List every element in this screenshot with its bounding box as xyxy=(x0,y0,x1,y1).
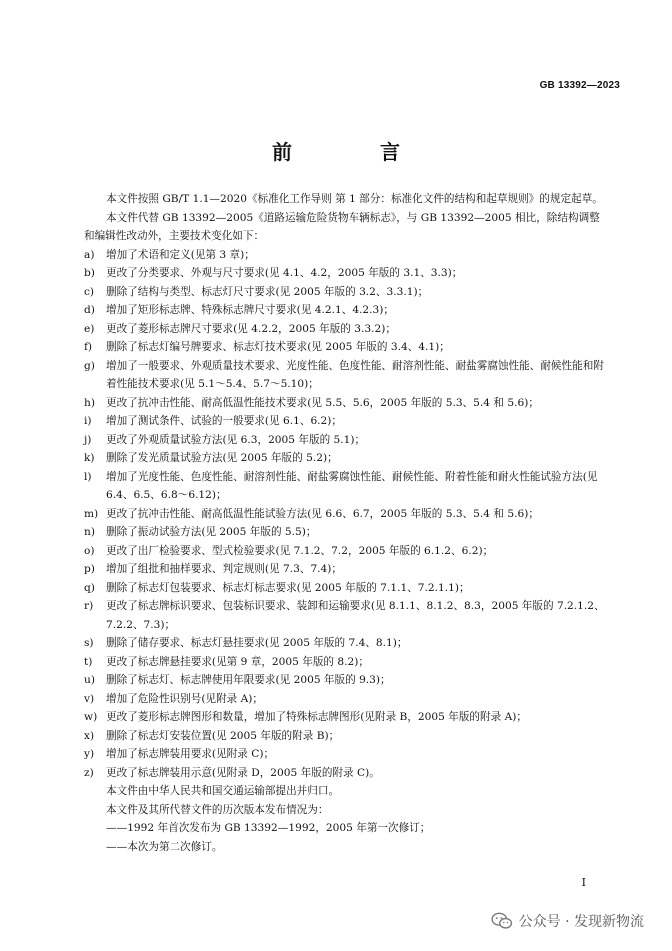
list-item-text: 更改了标志牌装用示意(见附录 D，2005 年版的附录 C)。 xyxy=(106,766,380,779)
list-item-text: 更改了标志牌悬挂要求(见第 9 章，2005 年版的 8.2)； xyxy=(106,655,369,668)
list-item-label: z) xyxy=(84,766,94,779)
list-item-label: y) xyxy=(84,748,95,760)
intro-paragraph: 本文件代替 GB 13392—2005《道路运输危险货物车辆标志》，与 GB 13392—2005 相比，除结构调整和编辑性改动外，主要技术变化如下： xyxy=(84,211,600,242)
list-item-text: 增加了一般要求、外观质量技术要求、光度性能、色度性能、耐溶剂性能、耐盐雾腐蚀性能、耐候性能和附着性能技术要求(见 5.1～5.4、5.7～5.10)； xyxy=(106,359,604,390)
list-item-label: x) xyxy=(84,729,95,742)
list-item-label: d) xyxy=(84,304,95,316)
list-item-text: 更改了菱形标志牌尺寸要求(见 4.2.2，2005 年版的 3.3.2)； xyxy=(106,322,396,335)
standard-code: GB 13392—2023 xyxy=(539,80,620,91)
list-item xyxy=(84,597,606,634)
list-item-label: c) xyxy=(84,285,95,298)
closing-paragraph: 本文件及其所代替文件的历次版本发布情况为： xyxy=(106,803,329,816)
list-item-text: 更改了抗冲击性能、耐高低温性能试验方法(见 6.6、6.7，2005 年版的 5.3、5.4 和 5.6)； xyxy=(106,507,539,520)
wechat-icon xyxy=(491,912,513,930)
list-item-text: 增加了测试条件、试验的一般要求(见 6.1、6.2)； xyxy=(106,415,343,427)
list-item-text: 更改了抗冲击性能、耐高低温性能技术要求(见 5.5、5.6，2005 年版的 5.3、5.4 和 5.6)； xyxy=(106,396,539,409)
watermark xyxy=(491,911,644,931)
list-item-label: b) xyxy=(84,267,95,279)
list-item xyxy=(84,745,606,764)
list-item-text: 增加了危险性识别号(见附录 A)； xyxy=(106,692,264,705)
list-item-text: 增加了光度性能、色度性能、耐溶剂性能、耐盐雾腐蚀性能、耐候性能、附着性能和耐火性能试验方法(见 6.4、6.5、6.8～6.12)； xyxy=(106,470,598,501)
closing-paragraph: 本文件由中华人民共和国交通运输部提出并归口。 xyxy=(106,785,340,797)
list-item-label: g) xyxy=(84,359,95,372)
list-item-label: l) xyxy=(84,470,92,483)
list-item xyxy=(84,523,606,542)
list-item xyxy=(84,246,606,265)
change-list xyxy=(84,246,606,783)
list-item-text: 删除了标志灯编号牌要求、标志灯技术要求(见 2005 年版的 3.4、4.1)； xyxy=(106,341,450,353)
list-item xyxy=(84,560,606,579)
list-item-text: 更改了分类要求、外观与尺寸要求(见 4.1、4.2，2005 年版的 3.1、3.3)； xyxy=(106,267,463,279)
list-item-label: m) xyxy=(84,507,99,520)
watermark-text: 公众号 · 发现新物流 xyxy=(518,914,644,930)
page-number: I xyxy=(581,876,586,889)
page-title: 前 言 xyxy=(272,140,434,164)
list-item xyxy=(84,394,606,413)
list-item xyxy=(84,671,606,690)
list-item-label: e) xyxy=(84,322,95,335)
list-item-text: 删除了振动试验方法(见 2005 年版的 5.5)； xyxy=(106,526,317,538)
list-item xyxy=(84,505,606,524)
list-item-label: v) xyxy=(84,692,95,705)
list-item-label: h) xyxy=(84,396,95,409)
list-item xyxy=(84,264,606,283)
list-item-label: p) xyxy=(84,563,95,575)
list-item-label: o) xyxy=(84,544,95,557)
list-item-label: w) xyxy=(84,711,98,723)
list-item-text: 删除了储存要求、标志灯悬挂要求(见 2005 年版的 7.4、8.1)； xyxy=(106,637,408,649)
list-item xyxy=(84,653,606,672)
list-item-label: s) xyxy=(84,637,94,649)
list-item-text: 删除了结构与类型、标志灯尺寸要求(见 2005 年版的 3.2、3.3.1)； xyxy=(106,285,429,298)
list-item-text: 更改了标志牌标识要求、包装标识要求、装卸和运输要求(见 8.1.1、8.1.2、8.3，2005 年版的 7.2.1.2、7.2.2、7.3)； xyxy=(106,600,605,631)
list-item-text: 删除了标志灯、标志牌使用年限要求(见 2005 年版的 9.3)； xyxy=(106,674,391,686)
list-item xyxy=(84,283,606,302)
list-item xyxy=(84,542,606,561)
list-item xyxy=(84,357,606,394)
list-item xyxy=(84,412,606,431)
list-item-text: 更改了菱形标志牌图形和数量，增加了特殊标志牌图形(见附录 B，2005 年版的附录 A)； xyxy=(106,711,527,723)
intro-paragraph: 本文件按照 GB/T 1.1—2020《标准化工作导则 第 1 部分：标准化文件的结构和起草规则》的规定起草。 xyxy=(106,193,603,205)
list-item xyxy=(84,301,606,320)
list-item-text: 增加了组批和抽样要求、判定规则(见 7.3、7.4)； xyxy=(106,563,343,575)
list-item xyxy=(84,579,606,598)
list-item xyxy=(84,338,606,357)
list-item-label: i) xyxy=(84,415,92,427)
list-item xyxy=(84,320,606,339)
list-item-label: t) xyxy=(84,655,93,668)
list-item-label: f) xyxy=(84,341,93,353)
list-item-text: 增加了标志牌装用要求(见附录 C)； xyxy=(106,748,275,760)
list-item-text: 删除了标志灯包装要求、标志灯标志要求(见 2005 年版的 7.1.1、7.2.1.1)； xyxy=(106,581,470,594)
list-item-label: n) xyxy=(84,526,95,538)
list-item-label: k) xyxy=(84,452,95,464)
list-item-text: 增加了矩形标志牌、特殊标志牌尺寸要求(见 4.2.1、4.2.3)； xyxy=(106,304,395,316)
list-item xyxy=(84,690,606,709)
list-item xyxy=(84,634,606,653)
list-item-text: 更改了外观质量试验方法(见 6.3，2005 年版的 5.1)； xyxy=(106,433,366,446)
list-item xyxy=(84,727,606,746)
list-item-label: r) xyxy=(84,600,94,612)
list-item-text: 增加了术语和定义(见第 3 章)； xyxy=(106,248,255,261)
list-item xyxy=(84,431,606,450)
history-item: ——1992 年首次发布为 GB 13392—1992，2005 年第一次修订； xyxy=(106,822,431,834)
list-item-label: u) xyxy=(84,674,95,686)
list-item-text: 更改了出厂检验要求、型式检验要求(见 7.1.2、7.2，2005 年版的 6.1.2、6.2)； xyxy=(106,544,494,557)
list-item xyxy=(84,764,606,783)
list-item-label: j) xyxy=(84,433,92,446)
foreword-body xyxy=(84,190,606,856)
list-item-text: 删除了发光质量试验方法(见 2005 年版的 5.2)； xyxy=(106,452,338,464)
history-item: ——本次为第二次修订。 xyxy=(106,840,223,853)
list-item xyxy=(84,708,606,727)
list-item xyxy=(84,468,606,505)
list-item-label: q) xyxy=(84,581,95,594)
list-item-text: 删除了标志灯安装位置(见 2005 年版的附录 B)； xyxy=(106,729,340,742)
list-item xyxy=(84,449,606,468)
list-item-label: a) xyxy=(84,248,95,261)
